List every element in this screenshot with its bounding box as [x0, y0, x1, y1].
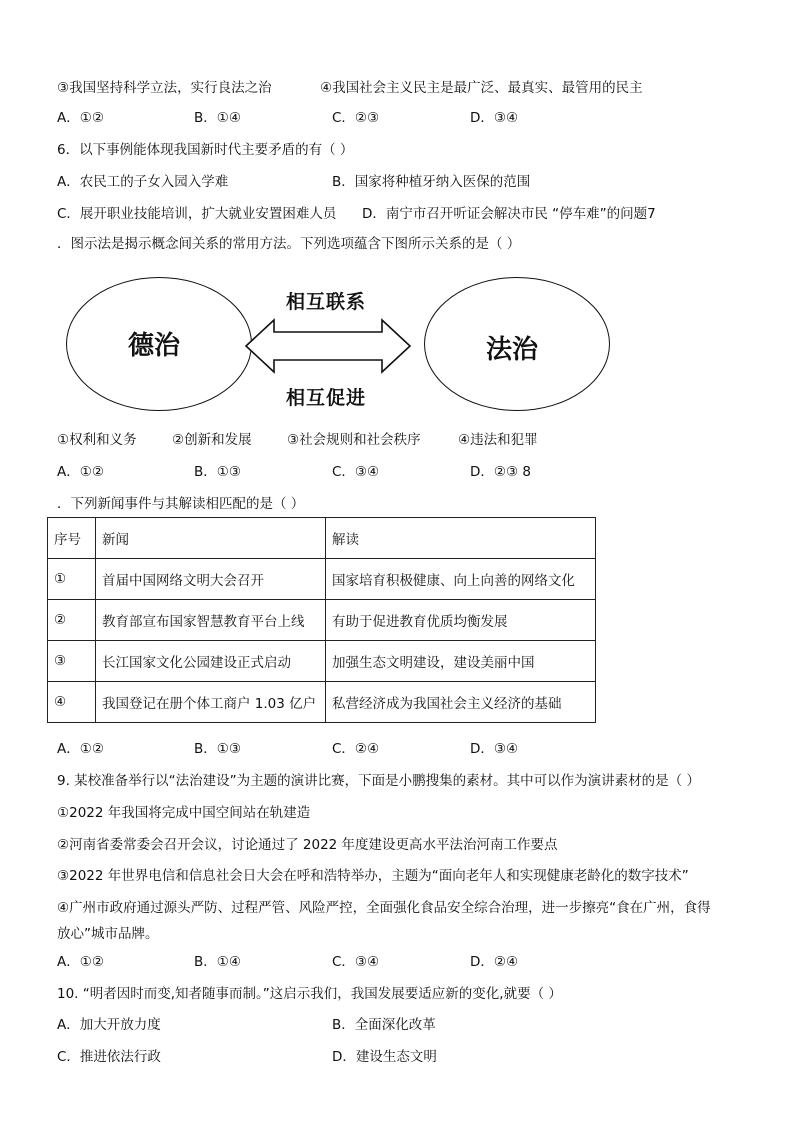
row-index: ③ [48, 641, 96, 682]
q5-option-b: B．①④ [194, 110, 241, 126]
q6-option-d: D．南宁市召开听证会解决市民 “停车难”的问题7 [362, 206, 656, 222]
q8-option-a: A．①② [57, 741, 104, 757]
q10-option-a: A．加大开放力度 [57, 1017, 161, 1033]
q8-option-d: D．③④ [470, 741, 519, 757]
q9-option-c: C．③④ [332, 954, 380, 970]
q8-option-c: C．②④ [332, 741, 380, 757]
row-interpretation: 国家培育积极健康、向上向善的网络文化 [326, 559, 596, 600]
left-concept: 德治 [128, 331, 181, 361]
q7-item-1: ①权利和义务 [57, 432, 137, 448]
q8-option-b: B．①③ [194, 741, 241, 757]
right-concept: 法治 [486, 335, 539, 365]
q10-option-c: C．推进依法行政 [57, 1049, 161, 1065]
q6-stem: 6．以下事例能体现我国新时代主要矛盾的有（ ） [57, 142, 354, 158]
q10-option-d: D．建设生态文明 [332, 1049, 437, 1065]
q9-option-a: A．①② [57, 954, 104, 970]
q5-option-d: D．③④ [470, 110, 519, 126]
q5-item-4: ④我国社会主义民主是最广泛、最真实、最管用的民主 [320, 80, 643, 96]
q5-option-c: C．②③ [332, 110, 380, 126]
row-index: ④ [48, 682, 96, 723]
q8-stem: ．下列新闻事件与其解读相匹配的是（ ） [57, 496, 305, 512]
table-row [48, 559, 596, 600]
q6-option-c: C．展开职业技能培训，扩大就业安置困难人员 [57, 206, 337, 222]
q9-option-d: D．②④ [470, 954, 519, 970]
q7-option-b: B．①③ [194, 464, 241, 480]
q10-option-b: B．全面深化改革 [332, 1017, 436, 1033]
q10-stem: 10. “明者因时而变,知者随事而制。”这启示我们，我国发展要适应新的变化,就要（ ） [57, 986, 562, 1002]
q9-item-1: ①2022 年我国将完成中国空间站在轨建造 [57, 805, 311, 821]
table-row [48, 641, 596, 682]
diagram-top-label: 相互联系 [286, 291, 367, 313]
table-row [48, 600, 596, 641]
q7-item-2: ②创新和发展 [172, 432, 252, 448]
diagram-bottom-label: 相互促进 [286, 387, 367, 409]
header-news: 新闻 [96, 518, 326, 559]
table-header-row [48, 518, 596, 559]
q9-item-4: ④广州市政府通过源头严防、过程严管、风险严控，全面强化食品安全综合治理，进一步擦亮“食在广州，食得 [57, 900, 711, 916]
news-table [47, 517, 596, 723]
row-index: ① [48, 559, 96, 600]
q7-item-3: ③社会规则和社会秩序 [287, 432, 421, 448]
q9-option-b: B．①④ [194, 954, 241, 970]
q5-item-3: ③我国坚持科学立法，实行良法之治 [57, 80, 272, 96]
header-index: 序号 [48, 518, 96, 559]
q7-option-c: C．③④ [332, 464, 380, 480]
q7-stem: ．图示法是揭示概念间关系的常用方法。下列选项蕴含下图所示关系的是（ ） [57, 236, 521, 252]
row-news: 首届中国网络文明大会召开 [96, 559, 326, 600]
row-news: 教育部宣布国家智慧教育平台上线 [96, 600, 326, 641]
row-index: ② [48, 600, 96, 641]
q9-item-4-cont: 放心”城市品牌。 [57, 926, 159, 942]
q5-option-a: A．①② [57, 110, 104, 126]
header-interpretation: 解读 [326, 518, 596, 559]
double-arrow-icon [244, 317, 414, 375]
q9-item-3: ③2022 年世界电信和信息社会日大会在呼和浩特举办，主题为“面向老年人和实现健康老龄化的数字技术” [57, 868, 689, 884]
q7-option-d: D．②③ 8 [470, 464, 531, 480]
row-news: 长江国家文化公园建设正式启动 [96, 641, 326, 682]
row-interpretation: 有助于促进教育优质均衡发展 [326, 600, 596, 641]
row-news: 我国登记在册个体工商户 1.03 亿户 [96, 682, 326, 723]
q7-item-4: ④违法和犯罪 [458, 432, 538, 448]
table-row [48, 682, 596, 723]
row-interpretation: 加强生态文明建设，建设美丽中国 [326, 641, 596, 682]
q9-item-2: ②河南省委常委会召开会议，讨论通过了 2022 年度建设更高水平法治河南工作要点 [57, 837, 558, 853]
q9-stem: 9. 某校准备举行以“法治建设”为主题的演讲比赛，下面是小鹏搜集的素材。其中可以作为演讲素材的是（ ） [57, 773, 700, 789]
q6-option-a: A．农民工的子女入园入学难 [57, 174, 229, 190]
q7-option-a: A．①② [57, 464, 104, 480]
row-interpretation: 私营经济成为我国社会主义经济的基础 [326, 682, 596, 723]
q6-option-b: B．国家将种植牙纳入医保的范围 [332, 174, 531, 190]
